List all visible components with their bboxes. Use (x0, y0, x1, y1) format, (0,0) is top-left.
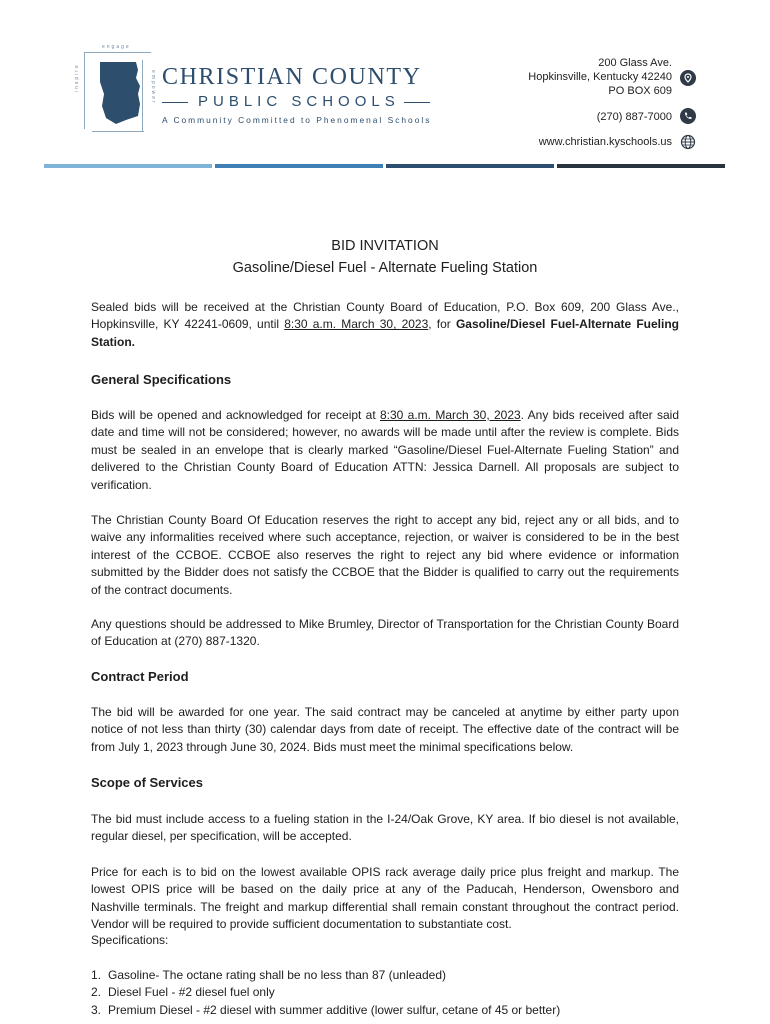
phone-number: (270) 887-7000 (596, 111, 672, 123)
scope-paragraph-2: Price for each is to bid on the lowest available OPIS rack average daily price plus freight and markup. The lowest OPIS price will be based on the daily price at any of the Paducah, Henderson, Owensboro and Nashville terminals. The freight and markup differential shall remain constant throughout the contract period. Vendor will be required to provide sufficient documentation to substantiate cost. (91, 865, 679, 932)
list-item (91, 967, 560, 984)
brand-rule-left (162, 102, 188, 103)
general-paragraph-1 (91, 407, 679, 494)
list-item-text: Premium Diesel - #2 diesel with summer additive (lower sulfur, cetane of 45 or better) (108, 1002, 561, 1017)
address-block (528, 56, 672, 98)
list-item (91, 1002, 560, 1019)
general-paragraph-3: Any questions should be addressed to Mike Brumley, Director of Transportation for the Christian County Board of Education at (270) 887-1320. (91, 617, 679, 649)
list-item-number: 3. (91, 1002, 102, 1017)
document-subtitle: Gasoline/Diesel Fuel - Alternate Fueling Station (232, 260, 538, 276)
brand-tagline: A Community Committed to Phenomenal Schools (162, 115, 432, 125)
header-rule-3 (386, 164, 554, 168)
list-item-number: 1. (91, 968, 102, 982)
address-line-1: 200 Glass Ave. (598, 57, 672, 69)
heading-scope-of-services: Scope of Services (91, 775, 203, 790)
header-rule-2 (215, 164, 383, 168)
intro-deadline: 8:30 a.m. March 30, 2023 (284, 317, 429, 332)
specifications-list (91, 967, 560, 1019)
header-rule-1 (44, 164, 212, 168)
district-logo (74, 44, 164, 132)
location-pin-icon (680, 70, 696, 86)
brand-title: CHRISTIAN COUNTY (162, 64, 422, 90)
general-p1-text-b: . Any bids received after said date and time will not be considered; however, no awards will be made until after the review is complete. Bids must be sealed in an envelope that is clearly marked “Gasoline/Diesel Fuel-Alternate Fueling Station” and delivered to the Christian County Board of Education ATTN: Jessica Darnell. All proposals are subject to verification. (91, 408, 679, 492)
scope-paragraph-1: The bid must include access to a fueling station in the I-24/Oak Grove, KY area. If bio diesel is not available, regular diesel, per specification, will be accepted. (91, 812, 679, 844)
logo-word-engage: engage (102, 44, 131, 50)
county-map-icon (96, 60, 142, 126)
phone-icon (680, 108, 696, 124)
address-line-3: PO BOX 609 (608, 85, 672, 97)
globe-icon (680, 134, 696, 150)
website-link[interactable]: www.christian.kyschools.us (538, 136, 672, 148)
intro-text-a: Sealed bids will be received at the Christian County Board of Education, P.O. Box 609, 200 Glass Ave., Hopkinsville, KY 42241-0609, until (91, 300, 679, 332)
general-paragraph-2: The Christian County Board Of Education reserves the right to accept any bid, reject any or all bids, and to waive any informalities received where such acceptance, rejection, or waiver is considered to be in the best interest of the CCBOE. CCBOE also reserves the right to reject any bid where evidence or information submitted by the Bidder does not satisfy the CCBOE that the Bidder is qualified to carry out the requirements of the contract documents. (91, 513, 679, 597)
general-p1-deadline: 8:30 a.m. March 30, 2023 (380, 408, 521, 422)
logo-frame-bottom (92, 131, 144, 132)
logo-word-empower: empower (150, 70, 156, 105)
specifications-label: Specifications: (91, 933, 169, 947)
header-rule-4 (557, 164, 725, 168)
brand-subtitle: PUBLIC SCHOOLS (198, 93, 400, 110)
intro-bid-name: Gasoline/Diesel Fuel-Alternate Fueling Station. (91, 317, 679, 349)
logo-frame-right (142, 60, 143, 132)
general-p1-text-a: Bids will be opened and acknowledged for receipt at (91, 408, 380, 422)
contract-paragraph: The bid will be awarded for one year. The said contract may be canceled at anytime by either party upon notice of not less than thirty (30) calendar days from date of receipt. The effective date of the contract will be from July 1, 2023 through June 30, 2024. Bids must meet the minimal specifications below. (91, 705, 679, 754)
intro-text-b: , for (428, 317, 456, 332)
list-item-number: 2. (91, 985, 102, 1000)
logo-word-inspire: inspire (74, 63, 80, 92)
brand-subtitle-row (162, 93, 430, 111)
document-title: BID INVITATION (331, 238, 439, 254)
address-line-2: Hopkinsville, Kentucky 42240 (528, 71, 672, 83)
brand-rule-right (404, 102, 430, 103)
intro-paragraph (91, 299, 679, 351)
list-item-text: Gasoline- The octane rating shall be no less than 87 (unleaded) (108, 968, 446, 982)
list-item (91, 984, 560, 1001)
heading-general-specifications: General Specifications (91, 372, 232, 387)
list-item-text: Diesel Fuel - #2 diesel fuel only (108, 985, 275, 1000)
heading-contract-period: Contract Period (91, 669, 189, 684)
